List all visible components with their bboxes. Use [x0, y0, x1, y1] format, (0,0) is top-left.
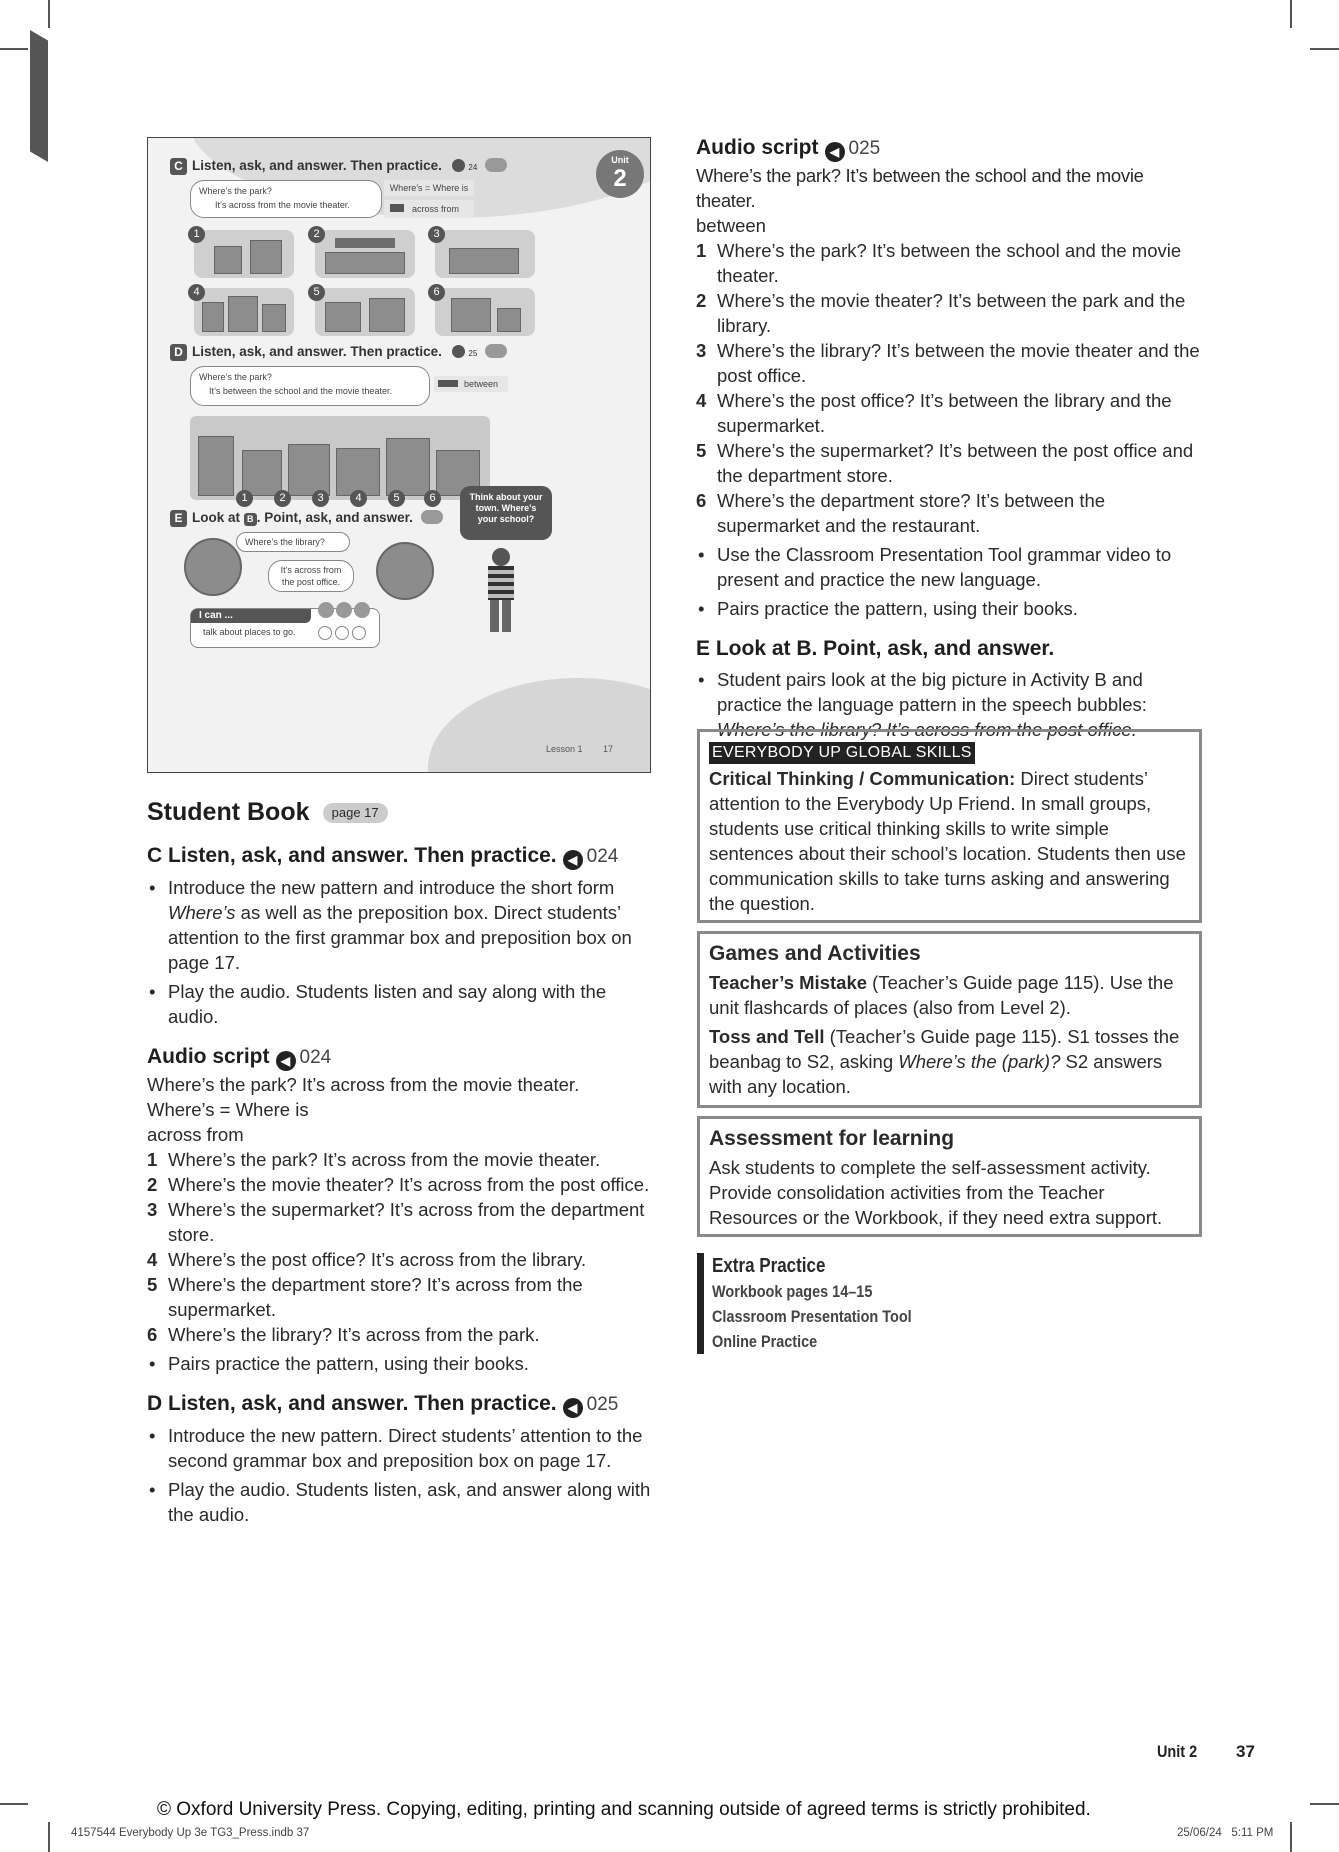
audio-icon: ◀ — [276, 1051, 296, 1071]
sb-picture-2 — [315, 230, 415, 278]
file-info: 4157544 Everybody Up 3e TG3_Press.indb 37 — [71, 1827, 310, 1839]
sb-section-c-title — [170, 158, 507, 175]
games-activities-box — [697, 931, 1202, 1108]
sb-section-d-title — [170, 344, 507, 361]
section-d-title: D Listen, ask, and answer. Then practice. — [147, 1392, 557, 1415]
date-info: 25/06/24 5:11 PM — [1177, 1827, 1274, 1839]
list-item: • Use the Classroom Presentation Tool grammar video to present and practice the new language. — [696, 542, 1206, 592]
sb-e-ref-letter: B — [244, 513, 257, 526]
extra-practice-item: Classroom Presentation Tool — [712, 1307, 912, 1326]
list-item: • Student pairs look at the big picture in Activity B and practice the language pattern in the speech bubbles: Where’s the library? It’s across from the post office. — [696, 667, 1206, 742]
left-column — [147, 796, 657, 1527]
sb-picture-number-3: 3 — [428, 226, 445, 243]
sb-track-d: 25 — [468, 349, 478, 358]
sb-c-speech-bubble — [190, 180, 382, 218]
sb-picture-3 — [435, 230, 535, 278]
section-c-track: 024 — [586, 846, 619, 867]
sb-think-bubble: Think about your town. Where’s your school? — [460, 486, 552, 540]
games-item-2: Toss and Tell (Teacher’s Guide page 115). S1 tosses the beanbag to S2, asking Where’s the (park)? S2 answers with any location. — [709, 1026, 1180, 1097]
list-item: • Introduce the new pattern and introduce the short form Where’s as well as the preposition box. Direct students’ attention to the first grammar box and preposition box on page 17. — [147, 875, 657, 975]
script-line: Where’s the park? It’s across from the movie theater. — [147, 1074, 580, 1095]
sb-ican-title: I can ... — [191, 609, 311, 623]
page-edge-tab — [30, 30, 48, 162]
audio-script-1-heading — [147, 1043, 657, 1072]
global-skills-text: Critical Thinking / Communication: Direct students’ attention to the Everybody Up Friend. In small groups, students use critical thinking skills to write simple sentences about their school’s location. Students then use communication skills to take turns asking and answering the question. — [709, 768, 1186, 914]
sb-boy-photo — [184, 538, 242, 596]
sb-d-prep-box — [434, 376, 508, 392]
crop-mark — [48, 0, 50, 28]
sb-section-e-title — [170, 510, 443, 527]
list-item: 5 Where’s the supermarket? It’s between the post office and the department store. — [696, 440, 1194, 486]
sb-street-number-4: 4 — [350, 490, 367, 507]
script-line: between — [696, 215, 766, 236]
sb-girl-photo — [376, 542, 434, 600]
section-c-title: C Listen, ask, and answer. Then practice. — [147, 844, 557, 867]
sb-lesson-label — [546, 744, 613, 754]
crop-mark — [1310, 1803, 1339, 1805]
assessment-title: Assessment for learning — [709, 1127, 955, 1150]
list-item: • Play the audio. Students listen and say along with the audio. — [147, 979, 657, 1029]
prep-icon — [438, 380, 458, 387]
sb-letter-e: E — [170, 510, 187, 527]
crop-mark — [48, 1822, 50, 1852]
checkbox-circles-icon — [318, 626, 380, 642]
section-d-bullets — [147, 1423, 657, 1527]
sb-picture-6 — [435, 288, 535, 336]
page-footer-unit — [1157, 1742, 1204, 1762]
crop-mark — [0, 1803, 28, 1805]
extra-practice-item: Online Practice — [712, 1332, 818, 1351]
games-item-1: Teacher’s Mistake (Teacher’s Guide page 115). Use the unit flashcards of places (also from Level 2). — [709, 972, 1174, 1018]
extra-practice-item: Workbook pages 14–15 — [712, 1282, 873, 1301]
list-item: 1 Where’s the park? It’s between the school and the movie theater. — [696, 240, 1182, 286]
list-item: 4 Where’s the post office? It’s across from the library. — [147, 1249, 587, 1270]
audio-script-2-bullets — [696, 542, 1206, 621]
sb-picture-number-4: 4 — [188, 284, 205, 301]
student-book-title: Student Book — [147, 798, 310, 826]
list-item: 2 Where’s the movie theater? It’s across from the post office. — [147, 1174, 650, 1195]
audio-script-1-track: 024 — [299, 1047, 332, 1068]
unit-badge — [596, 150, 644, 198]
sb-picture-number-6: 6 — [428, 284, 445, 301]
list-item: • Play the audio. Students listen, ask, and answer along with the audio. — [147, 1477, 657, 1527]
audio-script-2-track: 025 — [848, 138, 881, 159]
unit-badge-label: Unit — [611, 155, 629, 165]
sb-page-number: 17 — [603, 744, 614, 754]
sb-letter-c: C — [170, 158, 187, 175]
hand-icon — [485, 158, 507, 172]
section-c-bullets — [147, 875, 657, 1029]
audio-script-2-items — [696, 238, 1206, 538]
hand-icon — [421, 510, 443, 524]
list-item: • Introduce the new pattern. Direct students’ attention to the second grammar box and preposition box on page 17. — [147, 1423, 657, 1473]
speaker-icon — [452, 159, 465, 172]
list-item: 3 Where’s the library? It’s between the movie theater and the post office. — [696, 340, 1200, 386]
section-d-track: 025 — [586, 1394, 619, 1415]
list-item: • Pairs practice the pattern, using their books. — [147, 1351, 657, 1376]
sb-picture-number-2: 2 — [308, 226, 325, 243]
right-column — [696, 134, 1206, 742]
list-item: 2 Where’s the movie theater? It’s between the park and the library. — [696, 290, 1186, 336]
audio-icon: ◀ — [825, 142, 845, 162]
crop-mark — [1290, 0, 1292, 28]
sb-d-prep-text: between — [464, 379, 499, 389]
crop-mark — [1310, 48, 1339, 50]
sb-track-c: 24 — [468, 163, 478, 172]
script-line: across from — [147, 1124, 244, 1145]
global-skills-label: EVERYBODY UP GLOBAL SKILLS — [709, 742, 975, 764]
sb-street-picture — [190, 416, 490, 500]
sb-picture-5 — [315, 288, 415, 336]
audio-icon: ◀ — [563, 850, 583, 870]
sb-d-question: Where’s the park? — [199, 372, 272, 382]
list-item: • Pairs practice the pattern, using their books. — [696, 596, 1206, 621]
sb-street-number-3: 3 — [312, 490, 329, 507]
page-ref-badge: page 17 — [323, 803, 388, 823]
audio-script-1-title: Audio script — [147, 1045, 270, 1068]
crop-mark — [1290, 1822, 1292, 1852]
emoji-faces-icon — [318, 602, 380, 618]
list-item: 4 Where’s the post office? It’s between the library and the supermarket. — [696, 390, 1172, 436]
sb-street-number-6: 6 — [424, 490, 441, 507]
global-skills-box — [697, 729, 1202, 923]
sb-section-d-text: Listen, ask, and answer. Then practice. — [192, 344, 442, 359]
audio-script-2-heading — [696, 134, 1206, 163]
sb-lesson-text: Lesson 1 — [546, 744, 583, 754]
list-item: 5 Where’s the department store? It’s across from the supermarket. — [147, 1274, 583, 1320]
sb-street-number-1: 1 — [236, 490, 253, 507]
section-e-heading: E Look at B. Point, ask, and answer. — [696, 637, 1055, 660]
unit-badge-number: 2 — [613, 165, 627, 192]
copyright-notice: © Oxford University Press. Copying, editing, printing and scanning outside of agreed terms is strictly prohibited. — [157, 1799, 1091, 1820]
audio-icon: ◀ — [563, 1398, 583, 1418]
sb-c-grammar-box: Where’s = Where is — [384, 180, 474, 196]
prep-icon — [390, 204, 404, 212]
list-item: 6 Where’s the department store? It’s between the supermarket and the restaurant. — [696, 490, 1106, 536]
sb-d-speech-bubble — [190, 366, 430, 406]
assessment-text: Ask students to complete the self-assessment activity. Provide consolidation activities from the Teacher Resources or the Workbook, if they need extra support. — [709, 1157, 1163, 1228]
page-number: 37 — [1236, 1742, 1255, 1761]
assessment-box — [697, 1116, 1202, 1237]
list-item: 6 Where’s the library? It’s across from the park. — [147, 1324, 540, 1345]
sb-c-question: Where’s the park? — [199, 186, 272, 196]
section-d-heading — [147, 1390, 657, 1419]
student-book-heading — [147, 796, 657, 828]
audio-script-1-bullets — [147, 1351, 657, 1376]
sb-section-c-text: Listen, ask, and answer. Then practice. — [192, 158, 442, 173]
unit-label: Unit 2 — [1157, 1742, 1198, 1761]
audio-script-2-title: Audio script — [696, 136, 819, 159]
sb-street-number-2: 2 — [274, 490, 291, 507]
student-book-page-image — [147, 137, 651, 773]
sb-c-answer: It’s across from the movie theater. — [215, 200, 350, 210]
list-item: 1 Where’s the park? It’s across from the movie theater. — [147, 1149, 601, 1170]
sb-picture-1 — [194, 230, 294, 278]
sb-e-question-bubble: Where’s the library? — [236, 532, 350, 552]
extra-practice-block — [697, 1253, 947, 1354]
sb-picture-4 — [194, 288, 294, 336]
sb-ican-text: talk about places to go. — [203, 627, 296, 637]
audio-script-1-items — [147, 1147, 657, 1347]
sb-c-prep-text: across from — [412, 204, 460, 214]
sb-e-answer-bubble: It’s across from the post office. — [268, 560, 354, 592]
speaker-icon — [452, 345, 465, 358]
sb-street-number-5: 5 — [388, 490, 405, 507]
hill-shape — [428, 678, 651, 773]
hand-icon — [485, 344, 507, 358]
sb-picture-number-1: 1 — [188, 226, 205, 243]
sb-letter-d: D — [170, 344, 187, 361]
global-skills-label-row — [709, 738, 1190, 764]
sb-picture-number-5: 5 — [308, 284, 325, 301]
list-item: 3 Where’s the supermarket? It’s across from the department store. — [147, 1199, 645, 1245]
crop-mark — [0, 48, 28, 50]
extra-practice-title: Extra Practice — [712, 1255, 826, 1277]
sb-everybody-up-friend — [484, 548, 518, 634]
sb-section-e-rest: . Point, ask, and answer. — [256, 510, 413, 525]
sb-section-e-text: Look at — [192, 510, 241, 525]
section-c-heading — [147, 842, 657, 871]
games-title: Games and Activities — [709, 942, 921, 965]
sb-c-prep-box — [384, 200, 474, 218]
script-line: Where’s = Where is — [147, 1099, 309, 1120]
script-line: Where’s the park? It’s between the school and the movie theater. — [696, 165, 1144, 211]
sb-d-answer: It’s between the school and the movie theater. — [209, 386, 392, 396]
